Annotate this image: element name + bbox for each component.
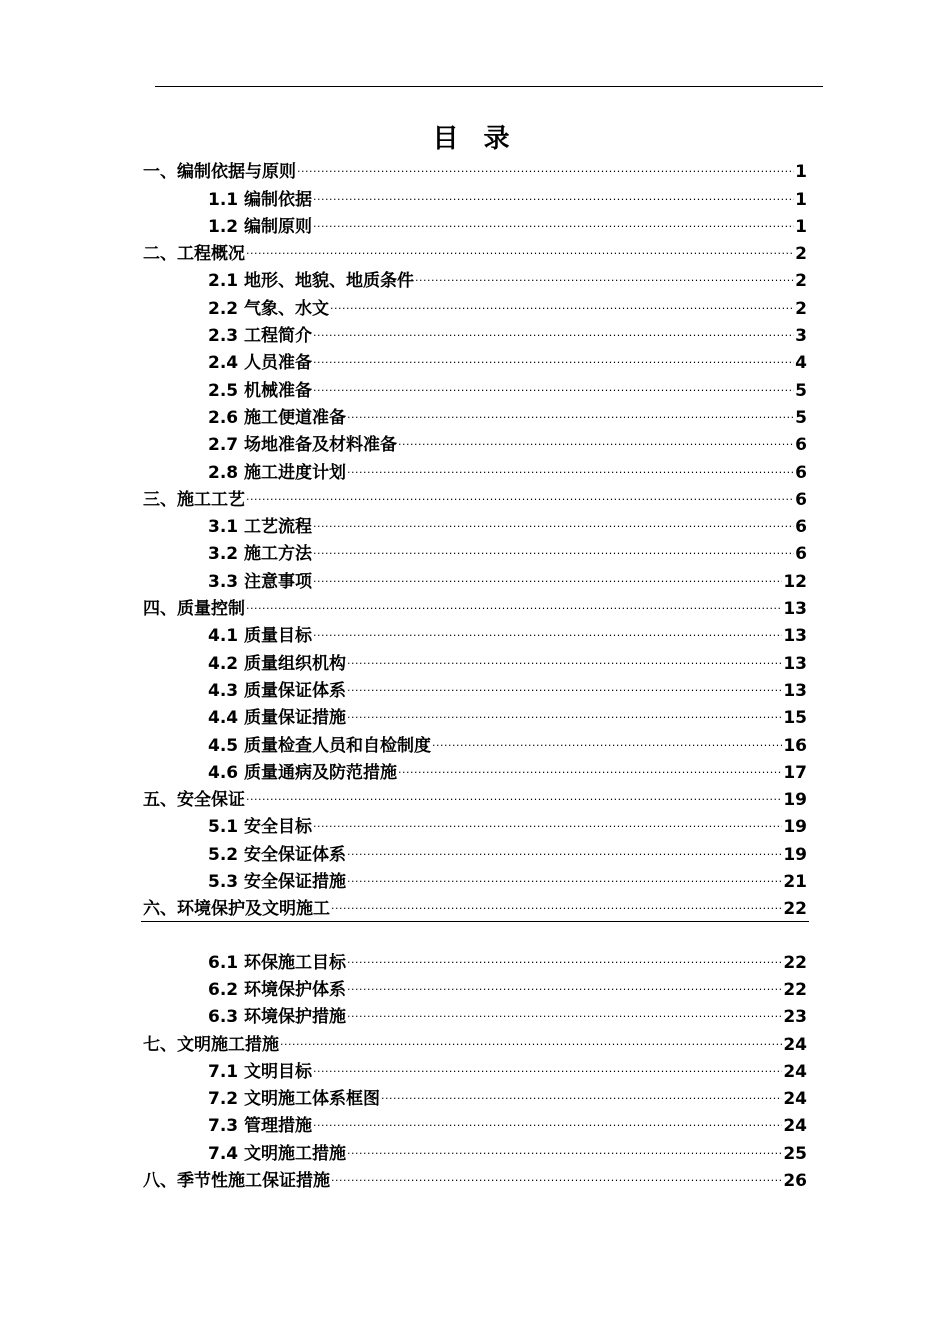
toc-dot-leader <box>381 1086 782 1106</box>
toc-page-number: 21 <box>783 872 807 893</box>
toc-entry-label: 6.3 环境保护措施 <box>208 1007 347 1028</box>
toc-entry-label: 八、季节性施工保证措施 <box>143 1170 330 1191</box>
toc-section-entry[interactable] <box>143 1082 807 1109</box>
toc-dot-leader <box>347 1004 782 1024</box>
toc-section-entry[interactable] <box>143 756 807 783</box>
toc-page-number: 5 <box>795 380 807 401</box>
toc-page-number: 13 <box>783 680 807 701</box>
toc-dot-leader <box>313 1059 782 1079</box>
toc-section-entry[interactable] <box>143 428 807 455</box>
toc-dot-leader <box>313 1113 782 1133</box>
toc-page-number: 19 <box>783 790 807 811</box>
toc-dot-leader <box>313 623 782 643</box>
toc-entry-label: 4.4 质量保证措施 <box>208 708 347 729</box>
toc-page-number: 16 <box>783 735 807 756</box>
toc-page-number: 19 <box>783 844 807 865</box>
table-of-contents <box>143 155 807 1191</box>
toc-dot-leader <box>313 378 794 398</box>
toc-section-entry[interactable] <box>143 346 807 373</box>
toc-dot-leader <box>347 678 782 698</box>
toc-dot-leader <box>331 1168 782 1188</box>
toc-page-number: 6 <box>795 489 807 510</box>
toc-dot-leader <box>297 159 794 179</box>
toc-page-number: 6 <box>795 462 807 483</box>
toc-part-2 <box>143 945 807 1191</box>
toc-section-entry[interactable] <box>143 564 807 591</box>
toc-dot-leader <box>313 541 794 561</box>
toc-page-number: 3 <box>795 326 807 347</box>
toc-entry-label: 一、编制依据与原则 <box>143 162 296 183</box>
toc-page-number: 1 <box>795 162 807 183</box>
toc-page-number: 24 <box>783 1116 807 1137</box>
toc-entry-label: 2.7 场地准备及材料准备 <box>208 435 398 456</box>
toc-section-entry[interactable] <box>143 182 807 209</box>
toc-page-number: 13 <box>783 653 807 674</box>
toc-page-number: 15 <box>783 708 807 729</box>
toc-section-entry[interactable] <box>143 210 807 237</box>
toc-page-number: 4 <box>795 353 807 374</box>
toc-entry-label: 4.6 质量通病及防范措施 <box>208 762 398 783</box>
toc-entry-label: 6.1 环保施工目标 <box>208 952 347 973</box>
toc-dot-leader <box>246 787 782 807</box>
toc-entry-label: 7.1 文明目标 <box>208 1061 313 1082</box>
toc-dot-leader <box>246 596 782 616</box>
toc-entry-label: 5.2 安全保证体系 <box>208 844 347 865</box>
toc-page-number: 1 <box>795 189 807 210</box>
toc-dot-leader <box>347 460 794 480</box>
toc-page-number: 17 <box>783 762 807 783</box>
toc-dot-leader <box>313 350 794 370</box>
toc-section-entry[interactable] <box>143 1000 807 1027</box>
toc-page-number: 26 <box>783 1170 807 1191</box>
toc-entry-label: 二、工程概况 <box>143 244 245 265</box>
toc-entry-label: 5.1 安全目标 <box>208 817 313 838</box>
toc-title: 目 录 <box>432 124 518 154</box>
toc-section-entry[interactable] <box>143 945 807 972</box>
toc-section-entry[interactable] <box>143 674 807 701</box>
toc-dot-leader <box>347 950 782 970</box>
toc-section-entry[interactable] <box>143 1109 807 1136</box>
toc-dot-leader <box>398 432 794 452</box>
toc-section-entry[interactable] <box>143 865 807 892</box>
toc-dot-leader <box>347 842 782 862</box>
toc-entry-label: 2.5 机械准备 <box>208 380 313 401</box>
toc-part-1 <box>143 155 807 919</box>
section-gap <box>143 922 807 945</box>
toc-section-entry[interactable] <box>143 619 807 646</box>
toc-dot-leader <box>313 187 794 207</box>
toc-entry-label: 2.1 地形、地貌、地质条件 <box>208 271 415 292</box>
toc-dot-leader <box>280 1032 782 1052</box>
toc-entry-label: 4.1 质量目标 <box>208 626 313 647</box>
toc-page-number: 19 <box>783 817 807 838</box>
toc-section-entry[interactable] <box>143 810 807 837</box>
toc-entry-label: 7.3 管理措施 <box>208 1116 313 1137</box>
toc-section-entry[interactable] <box>143 728 807 755</box>
toc-page-number: 22 <box>783 952 807 973</box>
toc-section-entry[interactable] <box>143 837 807 864</box>
toc-section-entry[interactable] <box>143 646 807 673</box>
toc-dot-leader <box>246 241 794 261</box>
toc-page-number: 22 <box>783 899 807 920</box>
toc-dot-leader <box>347 705 782 725</box>
toc-section-entry[interactable] <box>143 701 807 728</box>
toc-page-number: 5 <box>795 407 807 428</box>
toc-page-number: 23 <box>783 1007 807 1028</box>
toc-dot-leader <box>415 268 794 288</box>
toc-entry-label: 2.6 施工便道准备 <box>208 407 347 428</box>
toc-page-number: 2 <box>795 271 807 292</box>
toc-section-entry[interactable] <box>143 1136 807 1163</box>
toc-page-number: 22 <box>783 979 807 1000</box>
toc-entry-label: 7.2 文明施工体系框图 <box>208 1089 381 1110</box>
toc-page-number: 6 <box>795 544 807 565</box>
toc-page-number: 24 <box>783 1061 807 1082</box>
toc-dot-leader <box>398 760 782 780</box>
toc-entry-label: 三、施工工艺 <box>143 489 245 510</box>
toc-page-number: 1 <box>795 216 807 237</box>
toc-section-entry[interactable] <box>143 1055 807 1082</box>
toc-section-entry[interactable] <box>143 537 807 564</box>
toc-dot-leader <box>313 214 794 234</box>
toc-page-number: 2 <box>795 244 807 265</box>
toc-entry-label: 3.2 施工方法 <box>208 544 313 565</box>
toc-entry-label: 3.3 注意事项 <box>208 571 313 592</box>
toc-dot-leader <box>347 869 782 889</box>
toc-entry-label: 2.4 人员准备 <box>208 353 313 374</box>
toc-page-number: 6 <box>795 435 807 456</box>
toc-section-entry[interactable] <box>143 401 807 428</box>
toc-section-entry[interactable] <box>143 373 807 400</box>
toc-dot-leader <box>313 514 794 534</box>
toc-page-number: 25 <box>783 1143 807 1164</box>
toc-dot-leader <box>246 487 794 507</box>
toc-dot-leader <box>347 977 782 997</box>
toc-page-number: 6 <box>795 517 807 538</box>
toc-chapter-entry[interactable] <box>143 155 807 182</box>
toc-entry-label: 7.4 文明施工措施 <box>208 1143 347 1164</box>
toc-entry-label: 2.2 气象、水文 <box>208 298 330 319</box>
toc-page-number: 24 <box>783 1089 807 1110</box>
toc-entry-label: 七、文明施工措施 <box>143 1034 279 1055</box>
toc-dot-leader <box>313 323 794 343</box>
toc-chapter-entry[interactable] <box>143 483 807 510</box>
toc-section-entry[interactable] <box>143 973 807 1000</box>
toc-entry-label: 4.2 质量组织机构 <box>208 653 347 674</box>
toc-entry-label: 4.5 质量检查人员和自检制度 <box>208 735 432 756</box>
toc-entry-label: 4.3 质量保证体系 <box>208 680 347 701</box>
toc-dot-leader <box>347 1141 782 1161</box>
toc-dot-leader <box>313 569 782 589</box>
toc-section-entry[interactable] <box>143 455 807 482</box>
toc-dot-leader <box>330 296 794 316</box>
toc-entry-label: 2.3 工程简介 <box>208 326 313 347</box>
toc-entry-label: 四、质量控制 <box>143 599 245 620</box>
toc-dot-leader <box>347 405 794 425</box>
toc-chapter-entry[interactable] <box>143 783 807 810</box>
toc-entry-label: 1.1 编制依据 <box>208 189 313 210</box>
toc-section-entry[interactable] <box>143 264 807 291</box>
toc-entry-label: 六、环境保护及文明施工 <box>143 899 330 920</box>
toc-dot-leader <box>313 814 782 834</box>
toc-dot-leader <box>331 896 782 916</box>
toc-page-number: 12 <box>783 571 807 592</box>
toc-chapter-entry[interactable] <box>143 1027 807 1054</box>
toc-chapter-entry[interactable] <box>143 592 807 619</box>
toc-chapter-entry[interactable] <box>143 237 807 264</box>
toc-entry-label: 5.3 安全保证措施 <box>208 872 347 893</box>
toc-entry-label: 五、安全保证 <box>143 790 245 811</box>
toc-entry-label: 3.1 工艺流程 <box>208 517 313 538</box>
toc-section-entry[interactable] <box>143 291 807 318</box>
toc-page-number: 13 <box>783 599 807 620</box>
toc-chapter-entry[interactable] <box>143 1164 807 1191</box>
toc-dot-leader <box>432 733 782 753</box>
toc-entry-label: 2.8 施工进度计划 <box>208 462 347 483</box>
toc-entry-label: 6.2 环境保护体系 <box>208 979 347 1000</box>
toc-entry-label: 1.2 编制原则 <box>208 216 313 237</box>
toc-page-number: 13 <box>783 626 807 647</box>
toc-page-number: 2 <box>795 298 807 319</box>
toc-chapter-entry[interactable] <box>143 892 807 919</box>
toc-section-entry[interactable] <box>143 510 807 537</box>
toc-section-entry[interactable] <box>143 319 807 346</box>
toc-dot-leader <box>347 651 782 671</box>
toc-page-number: 24 <box>783 1034 807 1055</box>
header-rule <box>155 86 823 87</box>
